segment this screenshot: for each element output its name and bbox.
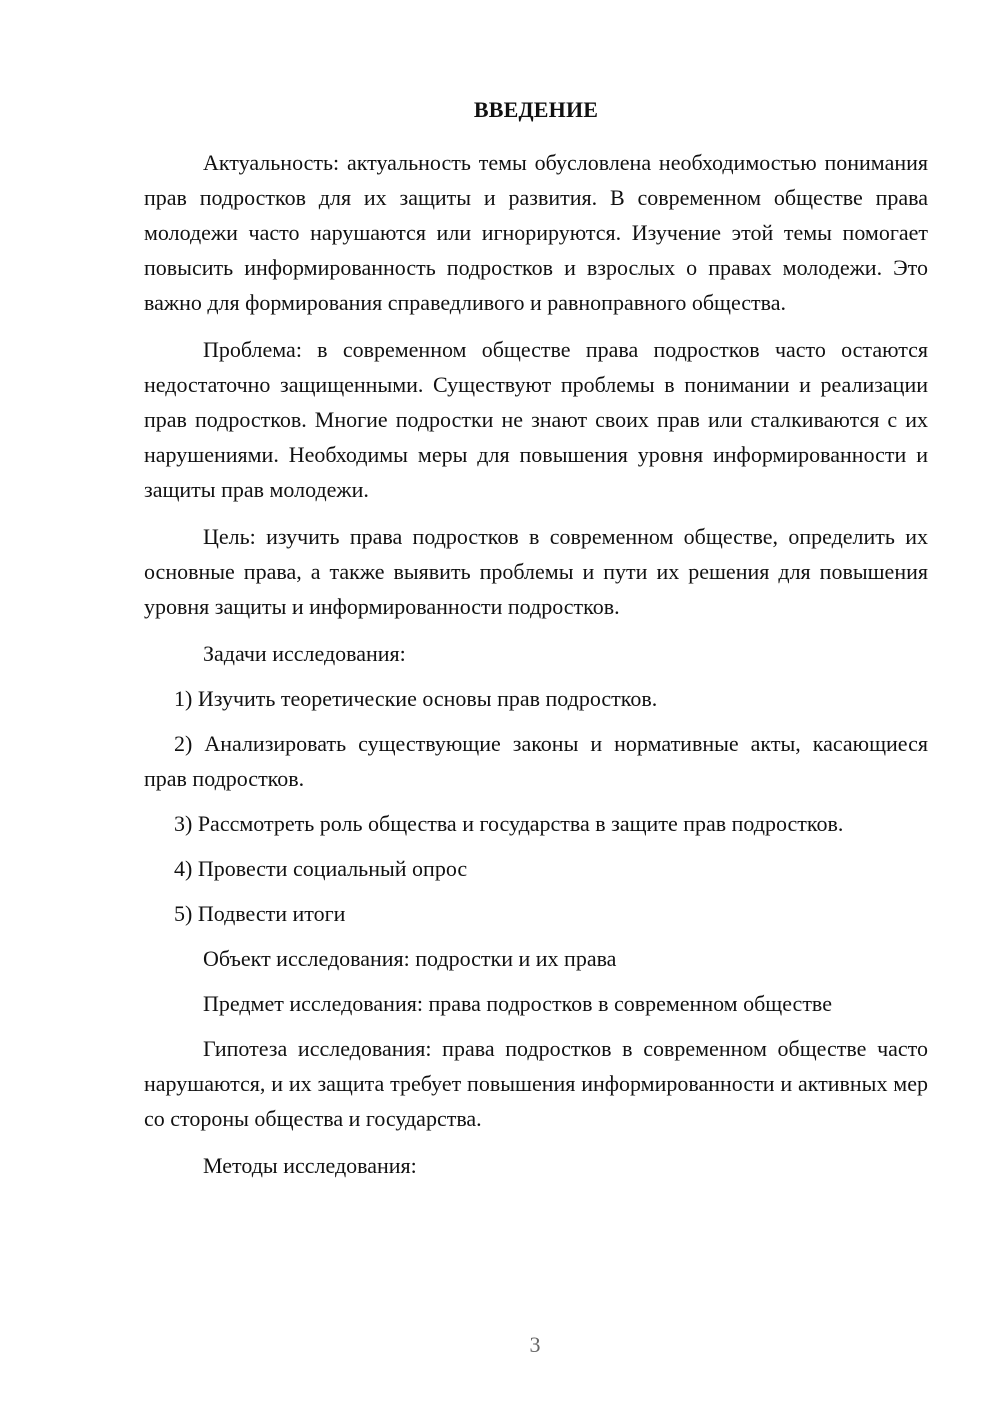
section-title: ВВЕДЕНИЕ	[473, 97, 599, 122]
tasks-heading: Задачи исследования:	[203, 641, 406, 666]
task-item-2: 2) Анализировать существующие законы и нормативные акты, касающиеся прав подростков.	[144, 731, 928, 791]
task-item-4: 4) Провести социальный опрос	[174, 856, 468, 881]
goal-paragraph: Цель: изучить права подростков в современном обществе, определить их основные права, а также выявить проблемы и пути их решения для повышения уровня защиты и информированности подростков.	[144, 524, 928, 619]
task-item-5: 5) Подвести итоги	[174, 901, 346, 926]
research-object: Объект исследования: подростки и их права	[203, 946, 617, 971]
document-body	[144, 92, 928, 1183]
research-subject: Предмет исследования: права подростков в современном обществе	[203, 991, 832, 1016]
problem-paragraph: Проблема: в современном обществе права подростков часто остаются недостаточно защищенными. Существуют проблемы в понимании и реализации прав подростков. Многие подростки не знают своих прав или сталкиваются с их нарушениями. Необходимы меры для повышения уровня информированности и защиты прав молодежи.	[144, 337, 928, 502]
task-item-3: 3) Рассмотреть роль общества и государства в защите прав подростков.	[174, 811, 844, 836]
relevance-paragraph: Актуальность: актуальность темы обусловлена необходимостью понимания прав подростков для их защиты и развития. В современном обществе права молодежи часто нарушаются или игнорируются. Изучение этой темы помогает повысить информированность подростков и взрослых о правах молодежи. Это важно для формирования справедливого и равноправного общества.	[144, 150, 928, 315]
research-hypothesis: Гипотеза исследования: права подростков в современном обществе часто нарушаются, и их защита требует повышения информированности и активных мер со стороны общества и государства.	[144, 1036, 928, 1131]
methods-heading: Методы исследования:	[203, 1153, 417, 1178]
page-number: 3	[529, 1332, 541, 1357]
task-item-1: 1) Изучить теоретические основы прав подростков.	[174, 686, 658, 711]
